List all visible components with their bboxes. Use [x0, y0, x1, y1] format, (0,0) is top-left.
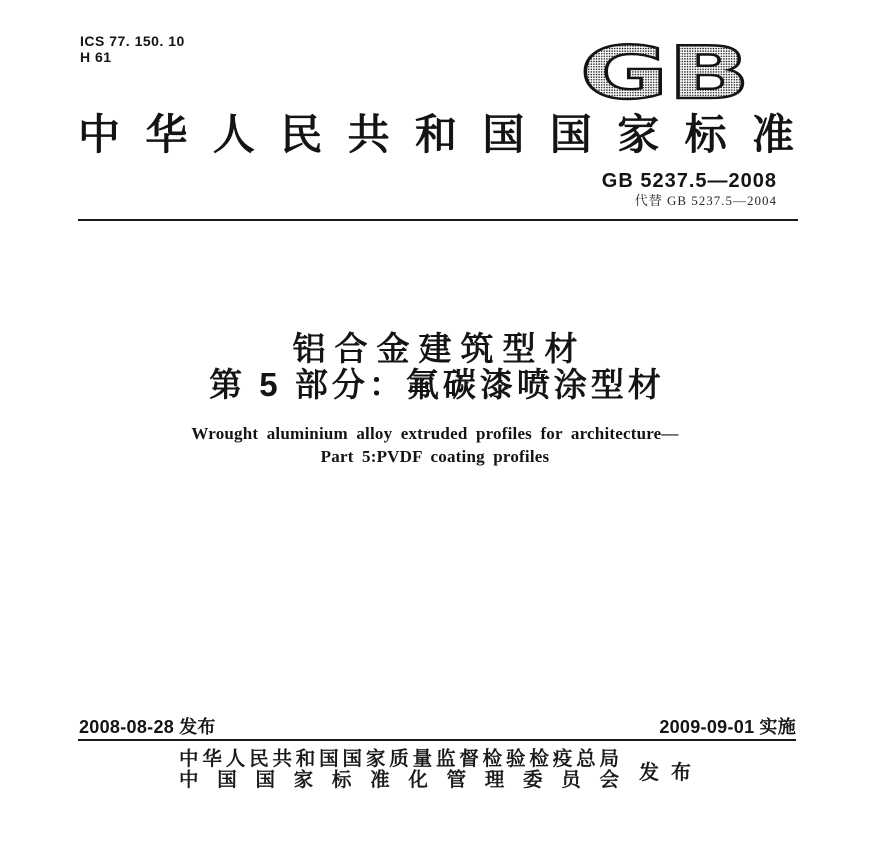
- dates-row: [79, 713, 796, 739]
- national-standard-header: 中华人民共和国国家标准: [78, 113, 794, 159]
- replaced-standard: 代替 GB 5237.5—2004: [634, 193, 777, 208]
- implementation-date: 2009-09-01: [659, 717, 755, 737]
- issue-date: 2008-08-28: [79, 717, 175, 737]
- title-english-line1: Wrought aluminium alloy extruded profiles for architecture—: [191, 424, 679, 443]
- standard-number: GB 5237.5—2008: [601, 170, 777, 192]
- publish-label: 发布: [639, 762, 703, 784]
- ics-code: ICS 77. 150. 10: [80, 33, 185, 49]
- issuer-line1: 中华人民共和国国家质量监督检验检疫总局: [179, 749, 619, 770]
- gb-logo-text: GB: [580, 42, 750, 102]
- implementation-date-item: [659, 713, 796, 739]
- title-chinese-line2: 第 5 部分：氟碳漆喷涂型材: [209, 366, 665, 403]
- issuer-names: [179, 750, 619, 791]
- header-rule: [78, 219, 798, 221]
- issuer-line2: 中国国家标准化管理委员会: [179, 769, 619, 791]
- issue-date-label: 发布: [179, 717, 216, 737]
- gb-logo-icon: [577, 42, 753, 102]
- issue-date-item: [79, 713, 216, 739]
- issuer-block: [0, 750, 870, 791]
- class-code: H 61: [80, 49, 112, 65]
- title-chinese-line1: 铝合金建筑型材: [292, 330, 587, 367]
- implementation-date-label: 实施: [759, 717, 796, 737]
- dates-rule: [78, 739, 796, 741]
- standard-number-block: [602, 171, 777, 208]
- ics-classification: [80, 33, 185, 65]
- title-english-line2: Part 5:PVDF coating profiles: [320, 447, 550, 466]
